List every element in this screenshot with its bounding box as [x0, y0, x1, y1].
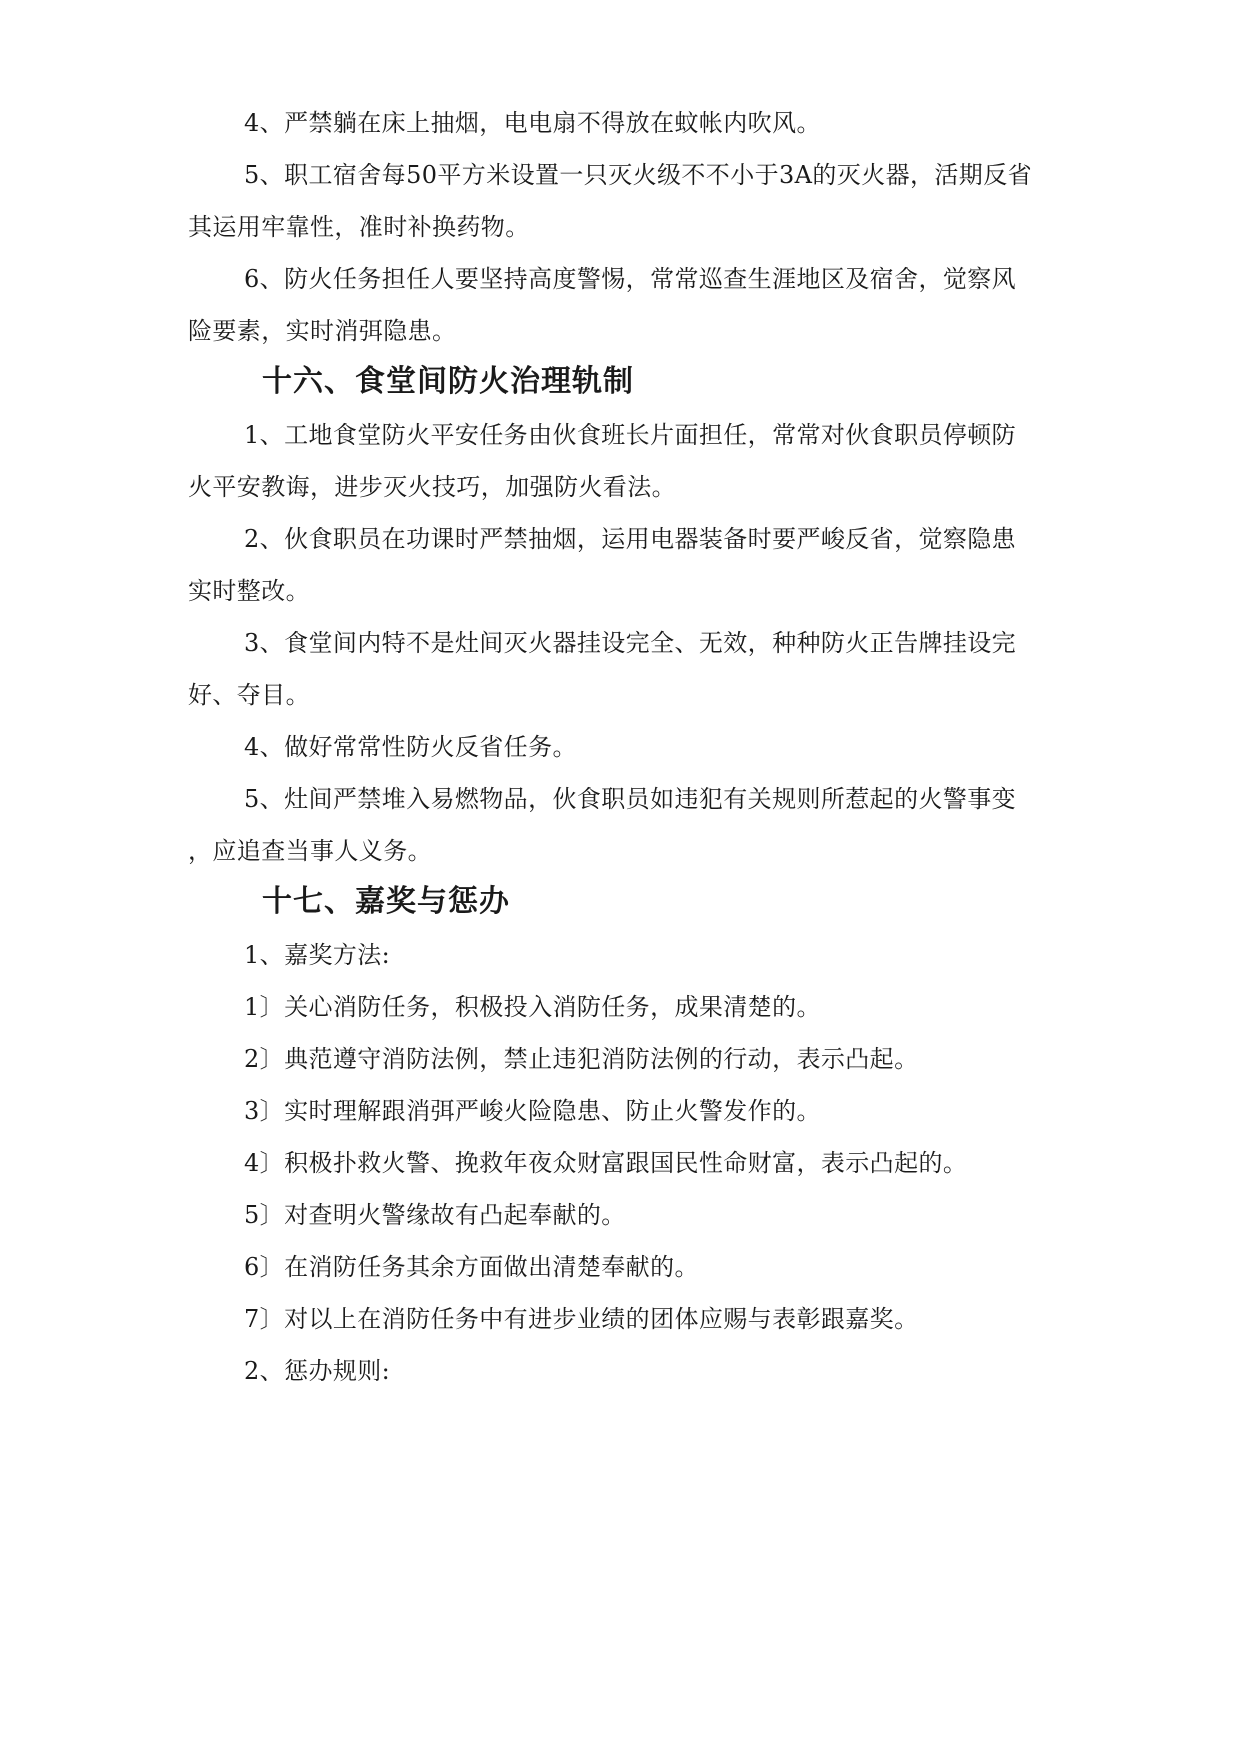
canteen-item-3-line-1: 3、食堂间内特不是灶间灭火器挂设完全、无效，种种防火正告牌挂设完 — [244, 629, 1017, 657]
reward-item-4: 4〕积极扑救火警、挽救年夜众财富跟国民性命财富，表示凸起的。 — [244, 1149, 968, 1177]
reward-item-5: 5〕对查明火警缘故有凸起奉献的。 — [244, 1201, 626, 1229]
dorm-item-5-line-2: 其运用牢靠性，准时补换药物。 — [188, 213, 530, 241]
canteen-item-5-line-1: 5、灶间严禁堆入易燃物品，伙食职员如违犯有关规则所惹起的火警事变 — [244, 785, 1017, 813]
dorm-item-5-line-1: 5、职工宿舍每50平方米设置一只灭火级不不小于3A的灭火器，活期反省 — [244, 161, 1033, 189]
canteen-item-1-line-1: 1、工地食堂防火平安任务由伙食班长片面担任，常常对伙食职员停顿防 — [244, 421, 1017, 449]
reward-item-1: 1〕关心消防任务，积极投入消防任务，成果清楚的。 — [244, 993, 821, 1021]
canteen-item-5-line-2: ，应追查当事人义务。 — [188, 837, 432, 865]
reward-item-7: 7〕对以上在消防任务中有进步业绩的团体应赐与表彰跟嘉奖。 — [244, 1305, 919, 1333]
canteen-item-2-line-2: 实时整改。 — [188, 577, 310, 605]
dorm-item-4: 4、严禁躺在床上抽烟，电电扇不得放在蚊帐内吹风。 — [244, 109, 821, 137]
dorm-item-6-line-2: 险要素，实时消弭隐患。 — [188, 317, 457, 345]
dorm-item-6-line-1: 6、防火任务担任人要坚持高度警惕，常常巡查生涯地区及宿舍，觉察风 — [244, 265, 1017, 293]
reward-heading: 1、嘉奖方法: — [244, 941, 391, 969]
reward-item-2: 2〕典范遵守消防法例，禁止违犯消防法例的行动，表示凸起。 — [244, 1045, 919, 1073]
reward-item-3: 3〕实时理解跟消弭严峻火险隐患、防止火警发作的。 — [244, 1097, 821, 1125]
canteen-item-2-line-1: 2、伙食职员在功课时严禁抽烟，运用电器装备时要严峻反省，觉察隐患 — [244, 525, 1017, 553]
section-17-title: 十七、嘉奖与惩办 — [262, 884, 510, 919]
section-16-title: 十六、食堂间防火治理轨制 — [262, 364, 634, 399]
canteen-item-4: 4、做好常常性防火反省任务。 — [244, 733, 577, 761]
reward-item-6: 6〕在消防任务其余方面做出清楚奉献的。 — [244, 1253, 699, 1281]
canteen-item-1-line-2: 火平安教诲，进步灭火技巧，加强防火看法。 — [188, 473, 676, 501]
penalty-heading: 2、惩办规则: — [244, 1357, 391, 1385]
canteen-item-3-line-2: 好、夺目。 — [188, 681, 310, 709]
